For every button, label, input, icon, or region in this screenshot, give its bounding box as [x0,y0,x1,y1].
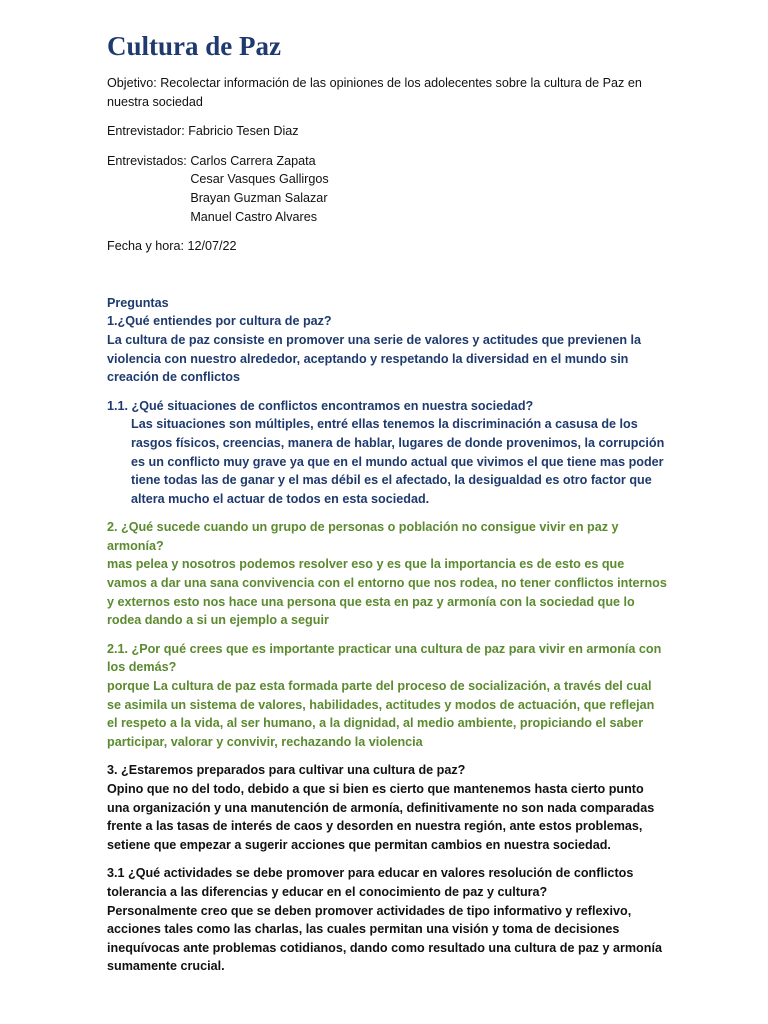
interviewee-name: Brayan Guzman Salazar [190,190,328,205]
answer-2-1: porque La cultura de paz esta formada parte del proceso de socialización, a través del cual se asimila un sistema de valores, habilidades, actitudes y modos de actuación, que reflejan el respeto a la vida, al ser humano, a la dignidad, al medio ambiente, propiciando el saber participar, valorar y convivir, rechazando la violencia [107,679,655,749]
interviewee-name: Cesar Vasques Gallirgos [190,172,329,187]
interviewees-block [107,152,667,226]
objective-label: Objetivo: [107,76,157,90]
interviewer-name: Fabricio Tesen Diaz [188,124,299,139]
qa-block-3-1 [107,864,667,976]
objective-text: Recolectar información de las opiniones de los adolecentes sobre la cultura de Paz en nuestra sociedad [107,76,642,109]
interviewer-label: Entrevistador: [107,124,185,139]
interviewee-name: Manuel Castro Alvares [190,209,318,224]
answer-3: Opino que no del todo, debido a que si bien es cierto que mantenemos hasta cierto punto una organización y una manutención de armonía, definitivamente no son nada comparadas frente a las tasas de interés de caos y desorden en nuestra región, ante estos problemas, setiene que empezar a sugerir acciones que permitan cambios en nuestra sociedad. [107,782,655,852]
date-value: 12/07/22 [187,239,237,254]
document-title: Cultura de Paz [107,31,281,61]
qa-block-2 [107,518,667,630]
qa-block-1-1 [107,397,667,509]
question-1: 1.¿Qué entiendes por cultura de paz? [107,314,332,329]
qa-block-2-1 [107,640,667,752]
question-2-1: 2.1. ¿Por qué crees que es importante practicar una cultura de paz para vivir en armonía con los demás? [107,641,662,675]
answer-1: La cultura de paz consiste en promover una serie de valores y actitudes que previenen la violencia con nuestro alrededor, aceptando y respetando la diversidad en el mundo sin creación de conflictos [107,332,642,385]
question-3-1: 3.1 ¿Qué actividades se debe promover para educar en valores resolución de conflictos tolerancia a las diferencias y educar en el conocimiento de paz y cultura? [107,866,634,899]
document-page [107,30,667,976]
interviewer-line [107,122,667,141]
qa-block-1 [107,312,667,386]
questions-heading: Preguntas [107,295,169,310]
interviewees-label: Entrevistados: [107,153,187,168]
date-line [107,237,667,256]
answer-3-1: Personalmente creo que se deben promover actividades de tipo informativo y reflexivo, acciones tales como las charlas, las cuales permitan una visión y toma de decisiones inequívocas ante problemas cotidianos, dando como resultado una cultura de paz y armonía sumamente crucial. [107,903,662,974]
answer-2: mas pelea y nosotros podemos resolver eso y es que la importancia es de esto es que vamos a dar una sana convivencia con el entorno que nos rodea, no tener conflictos internos y externos esto nos hace una persona que esta en paz y armonía con la sociedad que lo rodea dando a si un ejemplo a seguir [107,557,667,628]
date-label: Fecha y hora: [107,239,185,254]
question-3: 3. ¿Estaremos preparados para cultivar una cultura de paz? [107,763,466,778]
objective-paragraph [107,74,667,111]
interviewee-name: Carlos Carrera Zapata [190,153,316,168]
question-2: 2. ¿Qué sucede cuando un grupo de personas o población no consigue vivir en paz y armonía? [107,520,619,553]
question-1-1: 1.1. ¿Qué situaciones de conflictos encontramos en nuestra sociedad? [107,398,534,413]
interviewees-list [190,152,328,226]
qa-block-3 [107,761,667,854]
answer-1-1: Las situaciones son múltiples, entré ellas tenemos la discriminación a casusa de los rasgos físicos, creencias, manera de hablar, lugares de donde provenimos, la corrupción es un conflicto muy grave ya que en el mundo actual que vivimos el que tiene mas poder tiene todas las de ganar y el mas débil es el afectado, la desigualdad es otro factor que altera mucho el actuar de todos en esta sociedad. [131,417,665,506]
